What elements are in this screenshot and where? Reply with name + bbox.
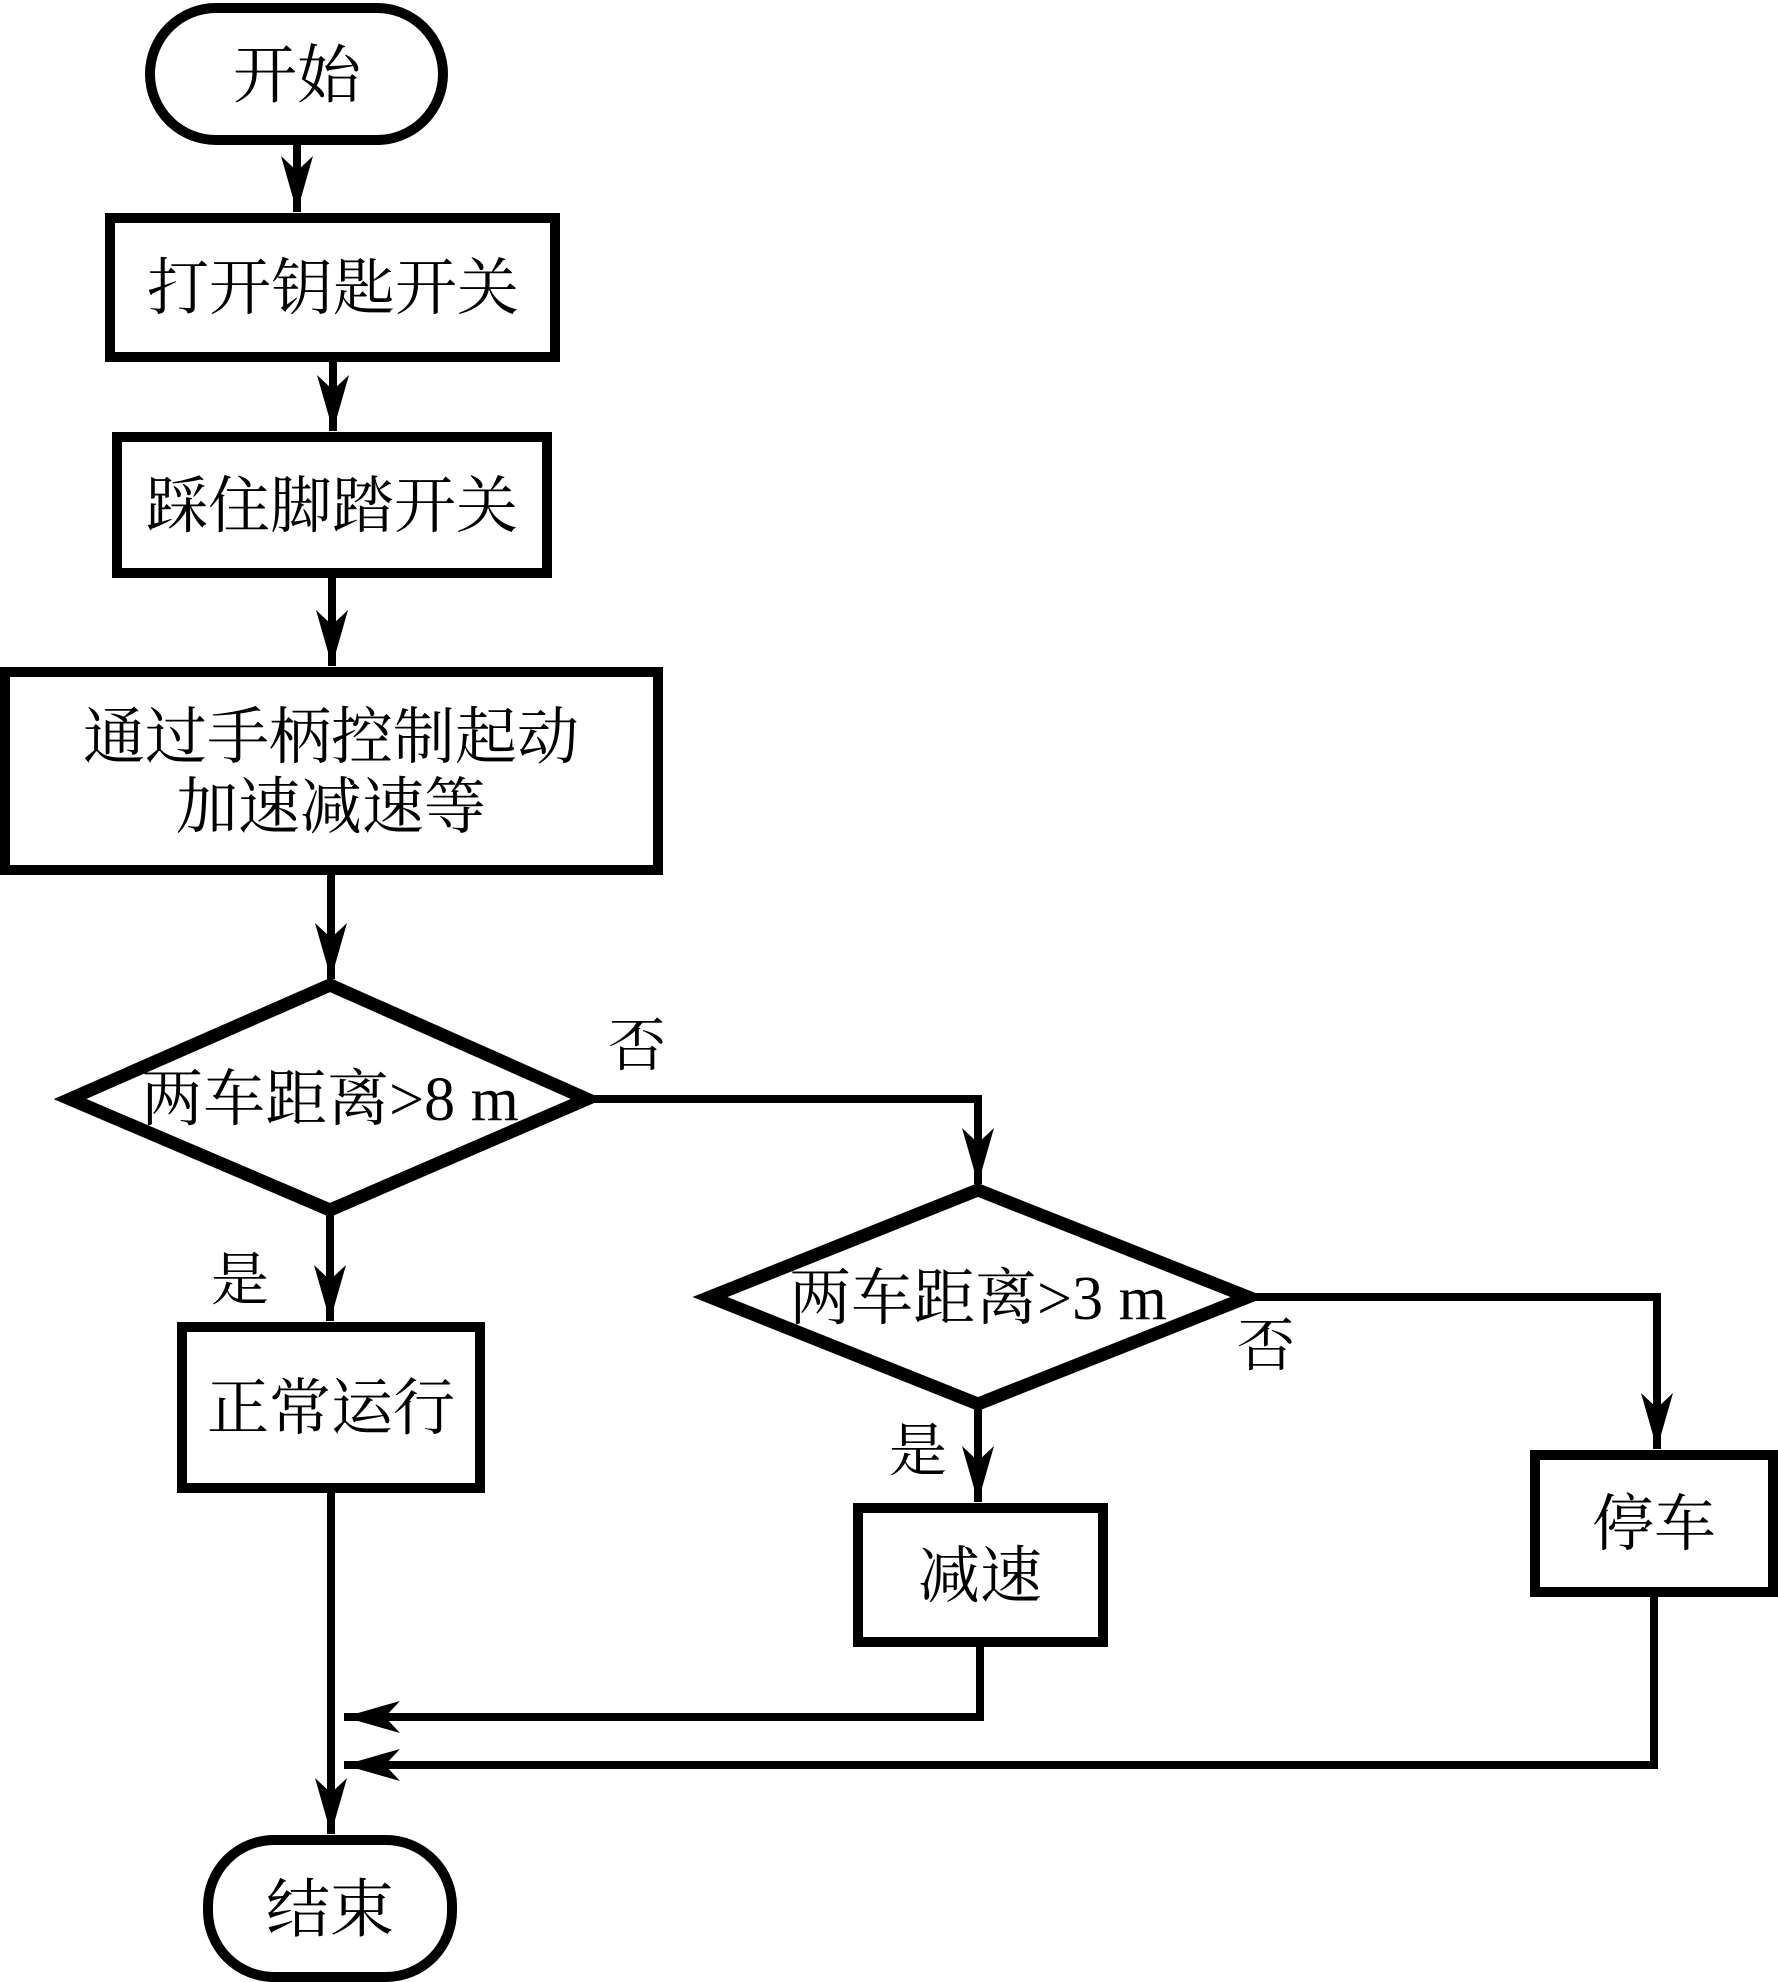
process-handle-control-line2: 加速减速等	[175, 774, 487, 842]
branch-label-d2-yes: 是	[888, 1418, 948, 1484]
terminator-start-label: 开始	[233, 40, 361, 112]
process-normal-operation-label: 正常运行	[206, 1375, 456, 1443]
process-stop-label: 停车	[1591, 1491, 1717, 1559]
decision-distance-gt-3m-label: 两车距离>3 m	[789, 1265, 1167, 1333]
branch-label-d1-no: 否	[607, 1013, 667, 1079]
process-open-key-switch-label: 打开钥匙开关	[146, 255, 520, 323]
process-decelerate-label: 减速	[917, 1543, 1043, 1611]
terminator-end-label: 结束	[266, 1874, 394, 1946]
arrow-decision1-no-to-decision2	[587, 1099, 978, 1184]
arrow-decelerate-to-merge	[344, 1642, 980, 1717]
process-handle-control-line1: 通过手柄控制起动	[82, 704, 580, 772]
branch-label-d1-yes: 是	[210, 1247, 270, 1313]
arrow-decision2-no-to-stop	[1248, 1297, 1657, 1449]
branch-label-d2-no: 否	[1236, 1313, 1296, 1379]
process-press-foot-switch-label: 踩住脚踏开关	[145, 473, 519, 541]
decision-distance-gt-8m-label: 两车距离>8 m	[141, 1066, 519, 1134]
